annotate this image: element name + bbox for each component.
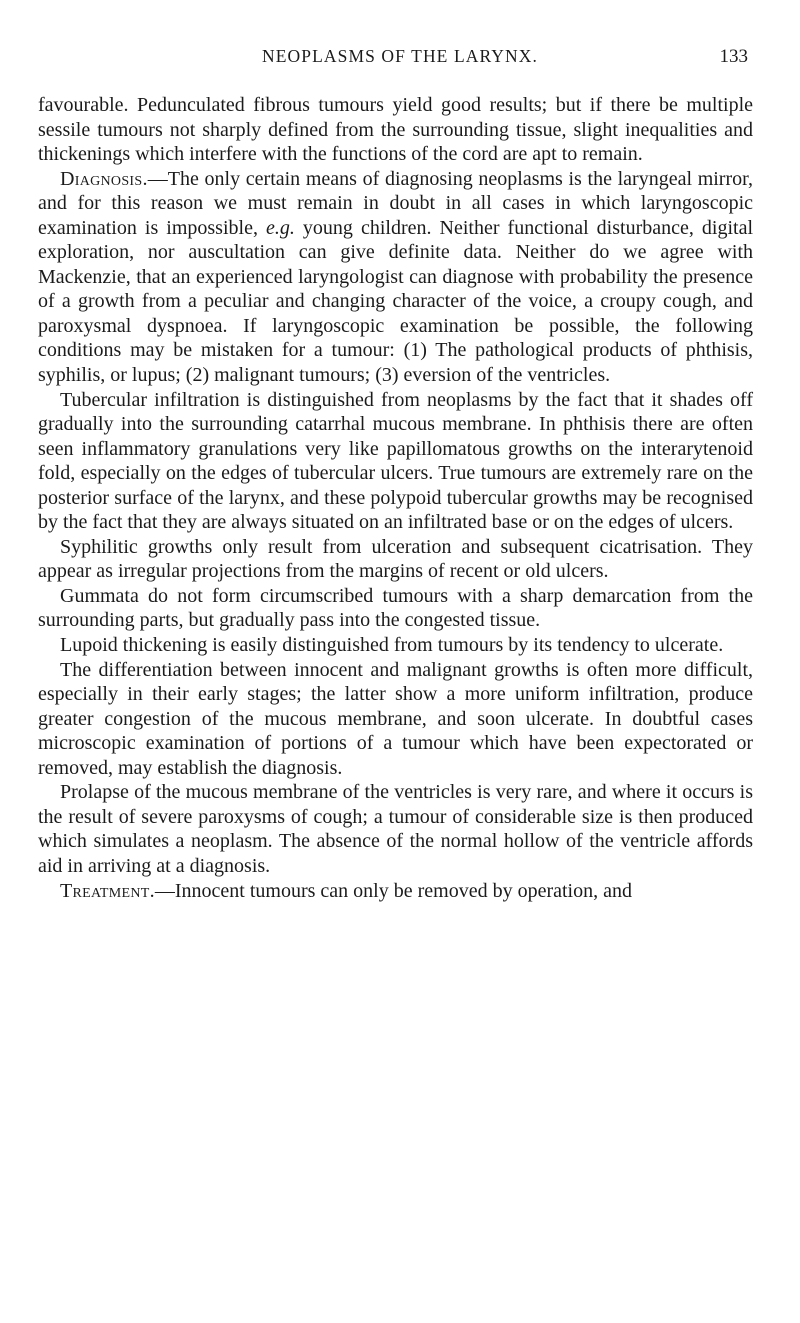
paragraph (38, 780, 753, 878)
section-heading: Treatment. (60, 879, 155, 902)
paragraph (38, 93, 753, 167)
paragraph-text: Lupoid thickening is easily distinguished from tumours by its tendency to ulcerate. (60, 634, 724, 657)
paragraph-text: favourable. Pedunculated fibrous tumours yield good results; but if there be multiple sessile tumours not sharply defined from the surrounding tissue, slight inequalities and thickenings which interfere with the functions of the cord are apt to remain. (38, 94, 753, 166)
paragraph (38, 658, 753, 781)
paragraph-text: The differentiation between innocent and malignant growths is often more difficult, especially in their early stages; the latter show a more uniform infiltration, produce greater congestion of the mucous membrane, and soon ulcerate. In doubtful cases microscopic examination of portions of a tumour which have been expectorated or removed, may establish the diagnosis. (38, 658, 753, 779)
section-heading: Diagnosis. (60, 167, 148, 190)
paragraph (38, 633, 753, 658)
paragraph-text: Syphilitic growths only result from ulceration and subsequent cicatrisation. They appear as irregular projections from the margins of recent or old ulcers. (38, 535, 753, 583)
paragraph (38, 167, 753, 388)
paragraph-text: —Innocent tumours can only be removed by operation, and (154, 879, 632, 902)
paragraph-text: —The only certain means of diagnosing neoplasms is the laryngeal mirror, and for this reason we must remain in doubt in all cases in which laryngoscopic examination is impossible, (38, 167, 753, 239)
paragraph-text: Tubercular infiltration is distinguished from neoplasms by the fact that it shades off gradually into the surrounding catarrhal mucous membrane. In phthisis there are often seen inflammatory granulations very like papillomatous growths on the interarytenoid fold, especially on the edges of tubercular ulcers. True tumours are extremely rare on the posterior surface of the larynx, and these polypoid tubercular growths may be recognised by the fact that they are always situated on an infiltrated base or on the edges of ulcers. (38, 388, 753, 534)
running-title: NEOPLASMS OF THE LARYNX. (262, 46, 538, 66)
paragraph-text: young children. Neither functional disturbance, digital exploration, nor auscultation can give definite data. Neither do we agree with Mackenzie, that an experienced laryngologist can diagnose with probability the presence of a growth from a peculiar and changing character of the voice, a croupy cough, and paroxysmal dyspnoea. If laryngoscopic examination be possible, the following conditions may be mistaken for a tumour: (1) The pathological products of phthisis, syphilis, or lupus; (2) malignant tumours; (3) eversion of the ventricles. (38, 216, 754, 387)
paragraph (38, 535, 753, 584)
paragraph (38, 388, 753, 535)
paragraph (38, 879, 753, 904)
italic-text: e.g. (266, 216, 295, 239)
running-head (0, 46, 800, 76)
paragraph-text: Gummata do not form circumscribed tumours with a sharp demarcation from the surrounding parts, but gradually pass into the congested tissue. (38, 584, 753, 632)
page-number: 133 (719, 46, 748, 67)
paragraph-text: Prolapse of the mucous membrane of the ventricles is very rare, and where it occurs is the result of severe paroxysms of cough; a tumour of considerable size is then produced which simulates a neoplasm. The absence of the normal hollow of the ventricle affords aid in arriving at a diagnosis. (38, 781, 753, 877)
body-text (38, 93, 753, 903)
paragraph (38, 584, 753, 633)
